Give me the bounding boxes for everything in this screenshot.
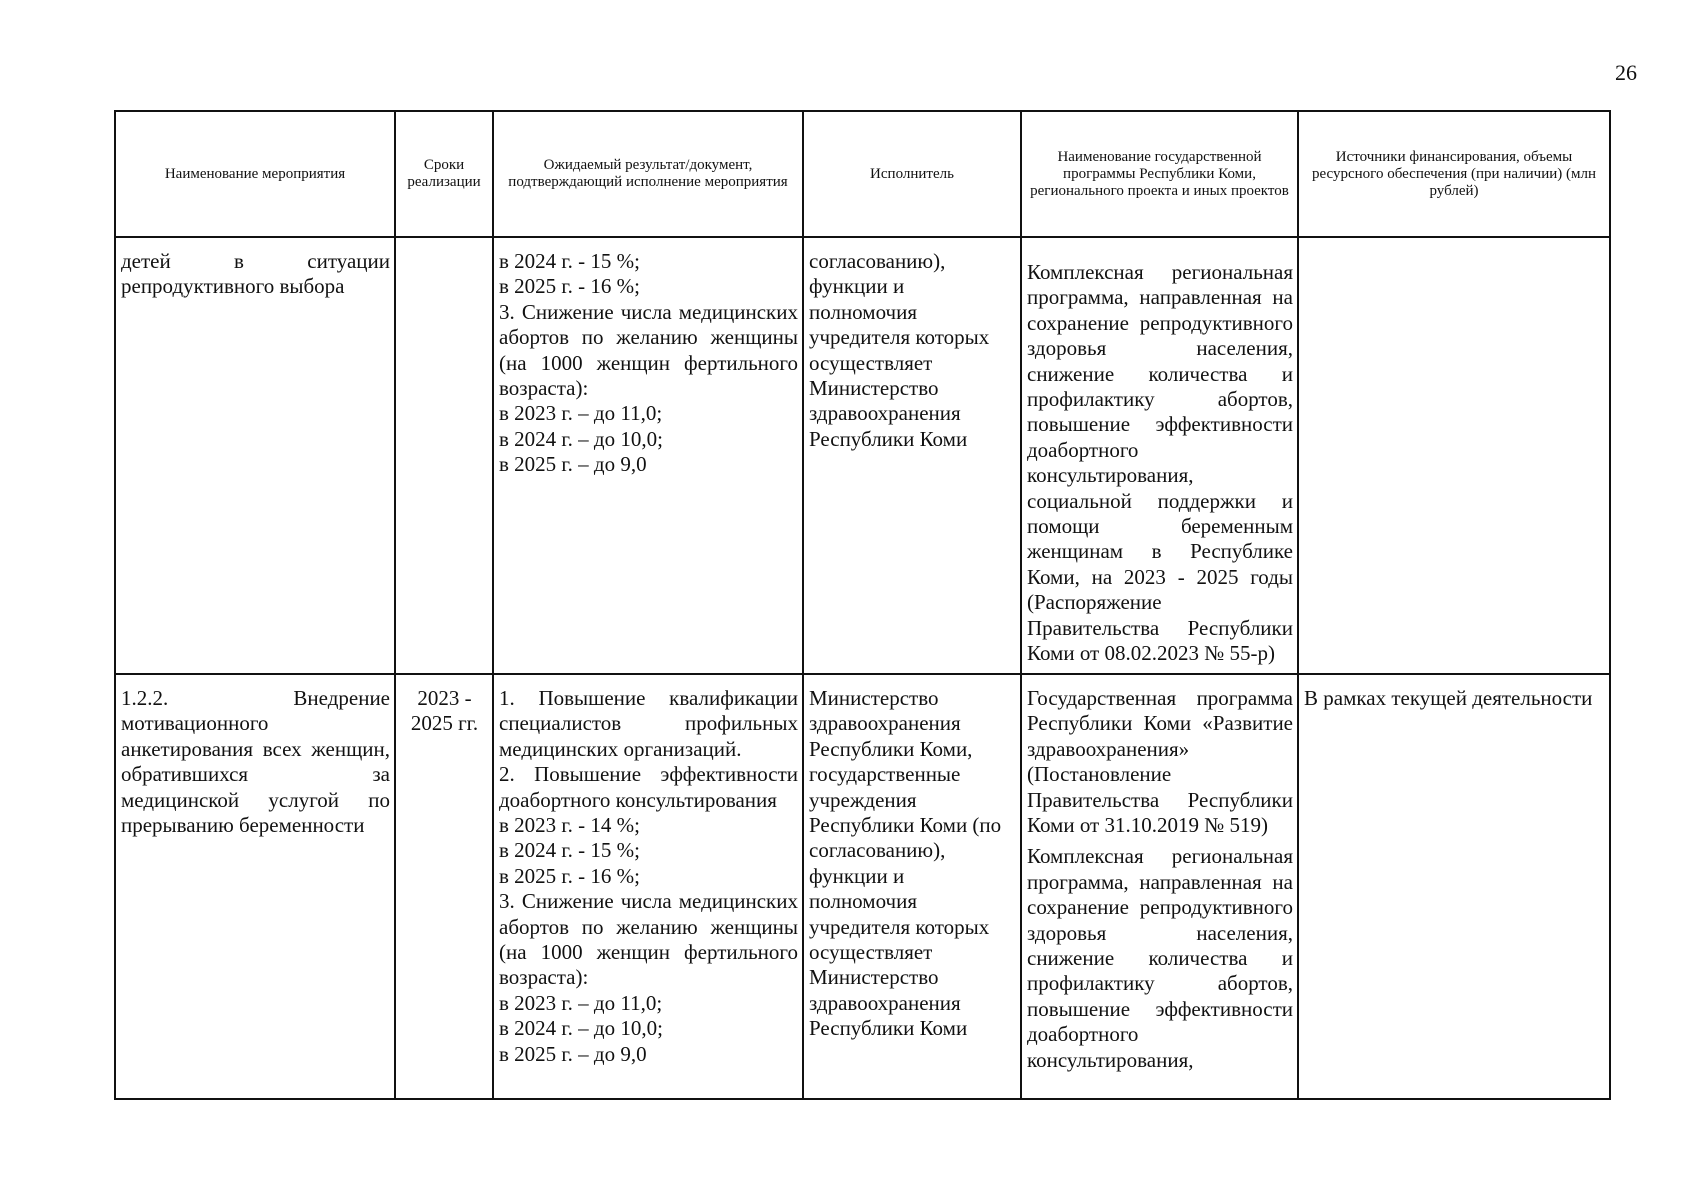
program-cell	[1021, 237, 1298, 674]
result-line: в 2023 г. – до 11,0;	[499, 990, 663, 1015]
result-line: в 2024 г. – до 10,0;	[499, 1016, 663, 1041]
activity-name: 1.2.2. Внедрение мотивационного анкетирования всех женщин, обратившихся за медицинской услугой по прерыванию беременности	[121, 686, 390, 838]
activity-name-cell	[115, 237, 395, 674]
header-period: Сроки реализации	[395, 111, 493, 237]
program: Комплексная региональная программа, направленная на сохранение репродуктивного здоровья населения, снижение количества и профилактику абортов, повышение эффективности доабортного консультирования, социальной поддержки и помощи беременным женщинам в Республике Коми, на 2023 - 2025 годы (Распоряжение Правительства Республики Коми от 08.02.2023 № 55-р)	[1027, 260, 1293, 666]
funding	[1299, 238, 1609, 253]
header-expected-result: Ожидаемый результат/документ, подтверждающий исполнение мероприятия	[493, 111, 803, 237]
table-row	[115, 674, 1610, 1099]
result-line: 3. Снижение числа медицинских абортов по желанию женщины (на 1000 женщин фертильного возраста):	[499, 889, 798, 990]
expected-result-cell	[493, 237, 803, 674]
result-line: в 2025 г. - 16 %;	[499, 274, 640, 299]
activity-name-cell	[115, 674, 395, 1099]
executor: Министерство здравоохранения Республики Коми, государственные учреждения Республики Коми (по согласованию), функции и полномочия учредителя которых осуществляет Министерство здравоохранения Республики Коми	[809, 686, 1002, 1041]
result-line: в 2025 г. – до 9,0	[499, 452, 647, 477]
executor-cell	[803, 674, 1021, 1099]
header-funding: Источники финансирования, объемы ресурсного обеспечения (при наличии) (млн рублей)	[1298, 111, 1610, 237]
result-line: в 2023 г. - 14 %;	[499, 813, 640, 838]
expected-result	[494, 238, 802, 482]
period-cell	[395, 674, 493, 1099]
table-header-row	[115, 111, 1610, 237]
header-executor: Исполнитель	[803, 111, 1021, 237]
period	[396, 238, 492, 253]
funding-cell	[1298, 674, 1610, 1099]
funding-cell	[1298, 237, 1610, 674]
result-line: в 2024 г. - 15 %;	[499, 249, 640, 273]
program-item: Государственная программа Республики Коми «Развитие здравоохранения» (Постановление Правительства Республики Коми от 31.10.2019 № 519)	[1027, 686, 1293, 838]
activities-table	[114, 110, 1611, 1100]
funding: В рамках текущей деятельности	[1304, 686, 1593, 710]
result-line: 3. Снижение числа медицинских абортов по желанию женщины (на 1000 женщин фертильного возраста):	[499, 299, 798, 401]
table-row	[115, 237, 1610, 674]
header-activity-name: Наименование мероприятия	[115, 111, 395, 237]
result-line: в 2025 г. - 16 %;	[499, 863, 640, 888]
program-cell	[1021, 674, 1298, 1099]
result-line: в 2023 г. – до 11,0;	[499, 401, 663, 426]
period: 2023 - 2025 гг.	[410, 686, 479, 736]
result-line: в 2024 г. - 15 %;	[499, 838, 640, 863]
header-program: Наименование государственной программы Республики Коми, регионального проекта и иных проектов	[1021, 111, 1298, 237]
result-line: в 2024 г. – до 10,0;	[499, 426, 663, 451]
executor-cell	[803, 237, 1021, 674]
expected-result	[494, 675, 802, 1071]
result-line: в 2025 г. – до 9,0	[499, 1041, 647, 1066]
expected-result-cell	[493, 674, 803, 1099]
program	[1022, 675, 1297, 1077]
activity-name: детей в ситуации репродуктивного выбора	[121, 249, 390, 299]
result-line: 1. Повышение квалификации специалистов профильных медицинских организаций.	[499, 686, 798, 761]
program-item: Комплексная региональная программа, направленная на сохранение репродуктивного здоровья населения, снижение количества и профилактику абортов, повышение эффективности доабортного консультирования,	[1027, 844, 1293, 1072]
period-cell	[395, 237, 493, 674]
page-number: 26	[1615, 60, 1637, 85]
executor: согласованию), функции и полномочия учредителя которых осуществляет Министерство здравоохранения Республики Коми	[809, 249, 990, 451]
result-line: 2. Повышение эффективности доабортного консультирования	[499, 762, 798, 812]
